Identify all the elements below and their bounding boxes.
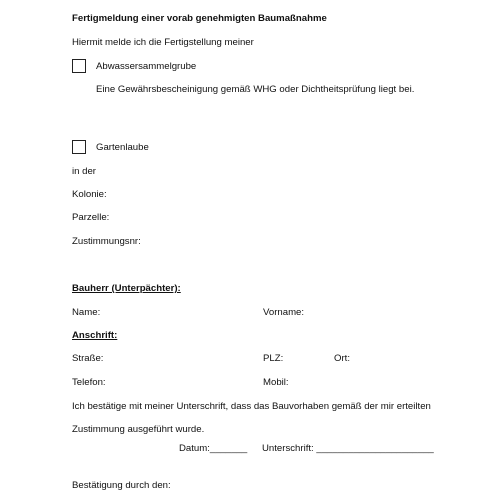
mobil-label: Mobil: [263, 377, 289, 388]
kolonie-label: Kolonie: [72, 189, 107, 200]
datum-field: Datum:_______ [179, 443, 248, 454]
gartenlaube-label: Gartenlaube [96, 142, 149, 153]
unterschrift-field: Unterschrift: ______________________ [262, 443, 434, 454]
abwasser-checkbox[interactable] [72, 59, 86, 73]
name-label: Name: [72, 307, 101, 318]
bestaetigung-label: Bestätigung durch den: [72, 480, 171, 491]
abwasser-label: Abwassersammelgrube [96, 61, 197, 72]
zustimmungsnr-label: Zustimmungsnr: [72, 236, 141, 247]
bauherr-heading: Bauherr (Unterpächter): [72, 283, 181, 294]
abwasser-note: Eine Gewährsbescheinigung gemäß WHG oder Dichtheitsprüfung liegt bei. [96, 84, 415, 95]
anschrift-heading: Anschrift: [72, 330, 118, 341]
strasse-label: Straße: [72, 353, 104, 364]
vorname-label: Vorname: [263, 307, 305, 318]
plz-label: PLZ: [263, 353, 284, 364]
ort-label: Ort: [334, 353, 350, 364]
intro-text: Hiermit melde ich die Fertigstellung meiner [72, 37, 254, 48]
form-title: Fertigmeldung einer vorab genehmigten Baumaßnahme [72, 13, 327, 24]
confirm-text-line2: Zustimmung ausgeführt wurde. [72, 424, 205, 435]
in-der-text: in der [72, 166, 96, 177]
telefon-label: Telefon: [72, 377, 106, 388]
parzelle-label: Parzelle: [72, 212, 110, 223]
confirm-text-line1: Ich bestätige mit meiner Unterschrift, dass das Bauvorhaben gemäß der mir erteilten [72, 401, 431, 412]
gartenlaube-checkbox[interactable] [72, 140, 86, 154]
